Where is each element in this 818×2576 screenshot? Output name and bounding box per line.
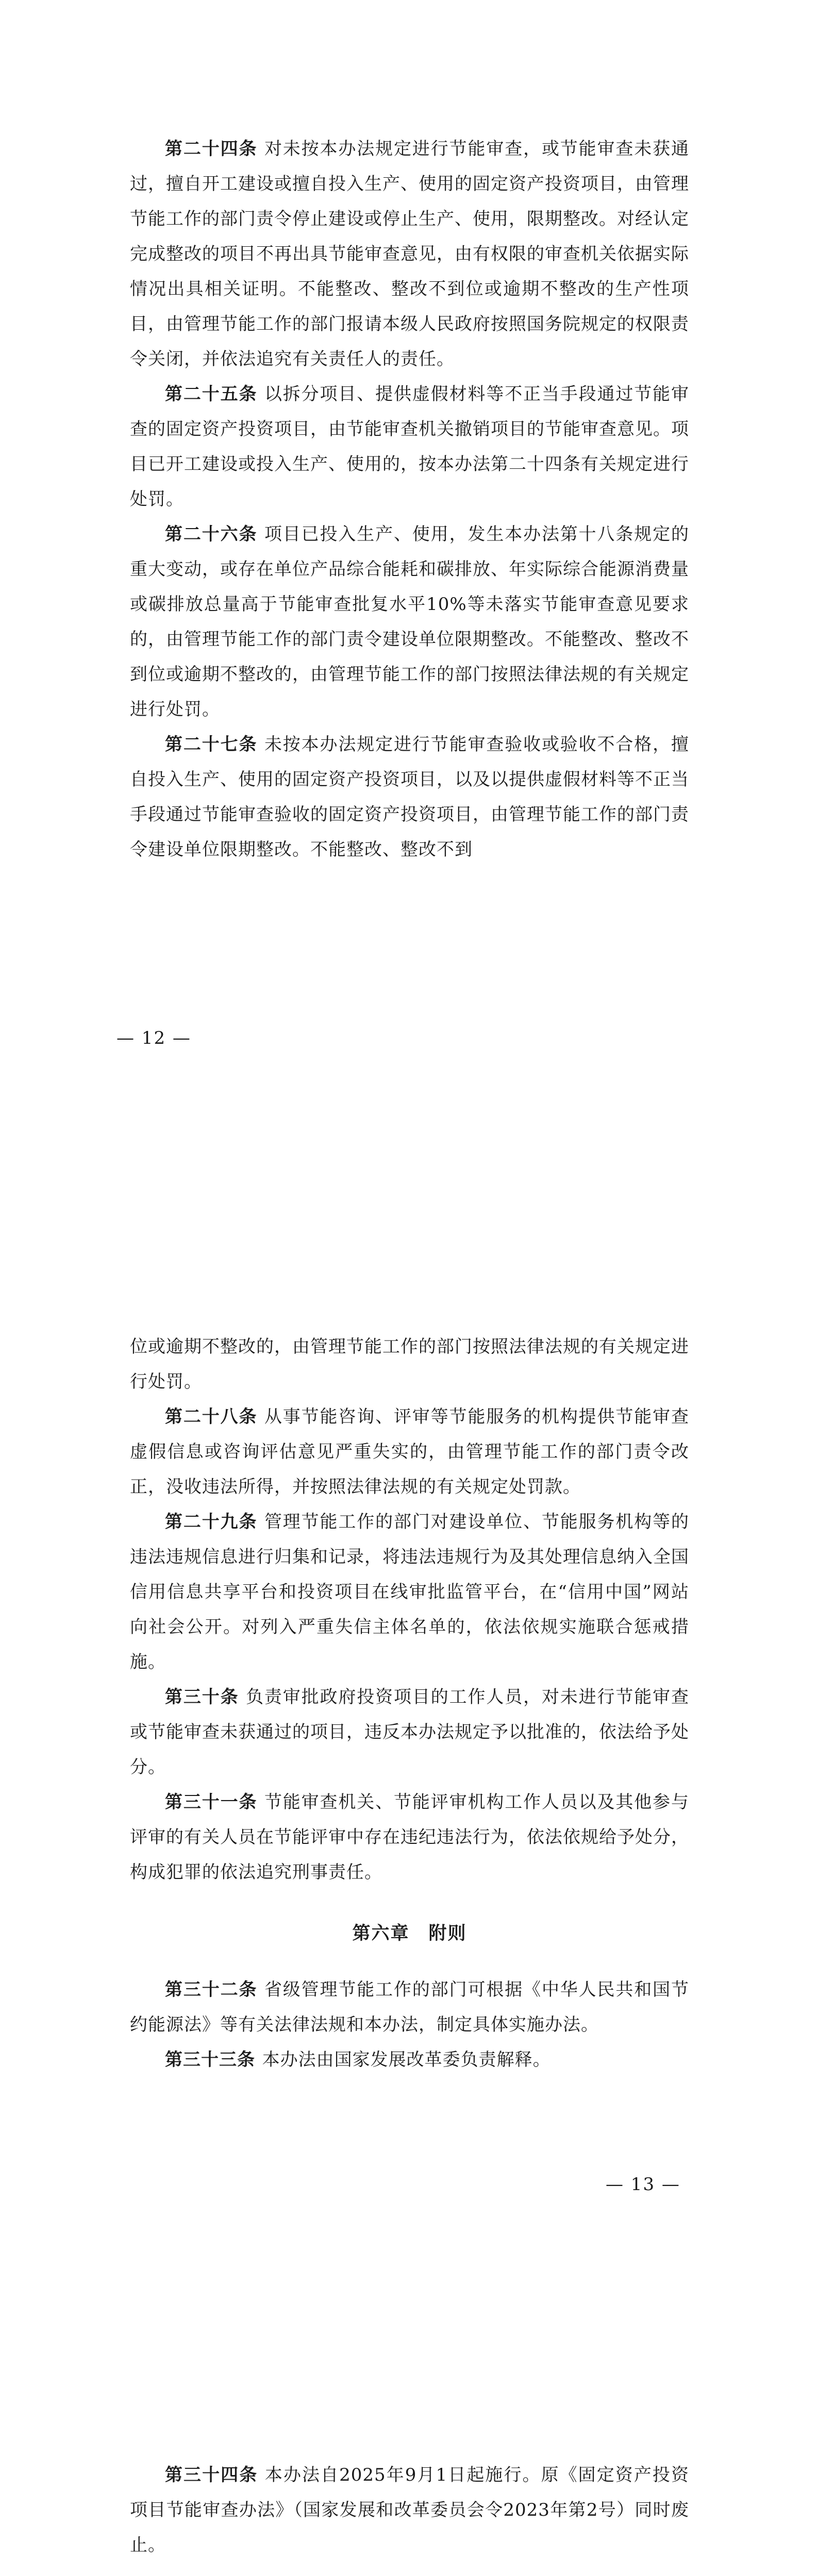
chapter-title: 第六章 附则 [352,1923,467,1944]
article-24 [130,131,689,377]
article-label: 第三十一条 [165,1792,258,1812]
article-label: 第三十四条 [165,2465,258,2485]
article-28 [130,1399,689,1504]
article-label: 第三十二条 [165,1979,258,2000]
article-text: 节能审查机关、节能评审机构工作人员以及其他参与评审的有关人员在节能评审中存在违纪违法行为，依法依规给予处分，构成犯罪的依法追究刑事责任。 [130,1792,690,1883]
article-30 [130,1680,689,1785]
article-26 [130,517,689,727]
article-text: 本办法自2025年9月1日起施行。原《固定资产投资项目节能审查办法》（国家发展和改革委员会令2023年第2号）同时废止。 [130,2465,689,2555]
article-33 [130,2042,689,2077]
article-text: 从事节能咨询、评审等节能服务的机构提供节能审查虚假信息或咨询评估意见严重失实的，由管理节能工作的部门责令改正，没收违法所得，并按照法律法规的有关规定处罚款。 [130,1406,690,1497]
article-text: 项目已投入生产、使用，发生本办法第十八条规定的重大变动，或存在单位产品综合能耗和碳排放、年实际综合能源消费量或碳排放总量高于节能审查批复水平10%等未落实节能审查意见要求的，由管理节能工作的部门责令建设单位限期整改。不能整改、整改不到位或逾期不整改的，由管理节能工作的部门按照法律法规的有关规定进行处罚。 [130,524,690,720]
article-32 [130,1972,689,2042]
article-text: 未按本办法规定进行节能审查验收或验收不合格，擅自投入生产、使用的固定资产投资项目，以及以提供虚假材料等不正当手段通过节能审查验收的固定资产投资项目，由管理节能工作的部门责令建设单位限期整改。不能整改、整改不到 [130,734,690,860]
article-29 [130,1504,689,1680]
document-page-14 [0,2458,818,2563]
document-page-12 [0,131,818,867]
article-31 [130,1785,689,1890]
article-text: 对未按本办法规定进行节能审查，或节能审查未获通过，擅自开工建设或擅自投入生产、使用的固定资产投资项目，由管理节能工作的部门责令停止建设或停止生产、使用，限期整改。对经认定完成整改的项目不再出具节能审查意见，由有权限的审查机关依据实际情况出具相关证明。不能整改、整改不到位或逾期不整改的生产性项目，由管理节能工作的部门报请本级人民政府按照国务院规定的权限责令关闭，并依法追究有关责任人的责任。 [130,139,690,369]
article-25 [130,377,689,517]
article-text: 省级管理节能工作的部门可根据《中华人民共和国节约能源法》等有关法律法规和本办法，制定具体实施办法。 [130,1979,690,2035]
page-number: — 12 — [116,1028,191,1048]
article-text: 本办法由国家发展改革委负责解释。 [262,2049,551,2070]
article-34 [130,2458,689,2563]
article-label: 第二十六条 [165,524,258,545]
article-label: 第二十五条 [165,384,258,404]
article-label: 第三十条 [165,1687,239,1707]
article-text: 管理节能工作的部门对建设单位、节能服务机构等的违法违规信息进行归集和记录，将违法违规行为及其处理信息纳入全国信用信息共享平台和投资项目在线审批监管平台，在“信用中国”网站向社会公开。对列入严重失信主体名单的，依法依规实施联合惩戒措施。 [130,1512,690,1672]
page-number: — 13 — [606,2174,680,2195]
article-text: 负责审批政府投资项目的工作人员，对未进行节能审查或节能审查未获通过的项目，违反本办法规定予以批准的，依法给予处分。 [130,1687,689,1777]
article-label: 第二十四条 [165,139,258,159]
article-27 [130,727,689,867]
article-label: 第二十八条 [165,1406,258,1427]
article-label: 第二十七条 [165,734,258,755]
article-text: 以拆分项目、提供虚假材料等不正当手段通过节能审查的固定资产投资项目，由节能审查机关撤销项目的节能审查意见。项目已开工建设或投入生产、使用的，按本办法第二十四条有关规定进行处罚。 [130,384,690,510]
article-27-continued: 位或逾期不整改的，由管理节能工作的部门按照法律法规的有关规定进行处罚。 [130,1336,689,1392]
article-label: 第三十三条 [165,2049,255,2070]
article-label: 第二十九条 [165,1512,258,1532]
document-page-13 [0,1329,818,2077]
